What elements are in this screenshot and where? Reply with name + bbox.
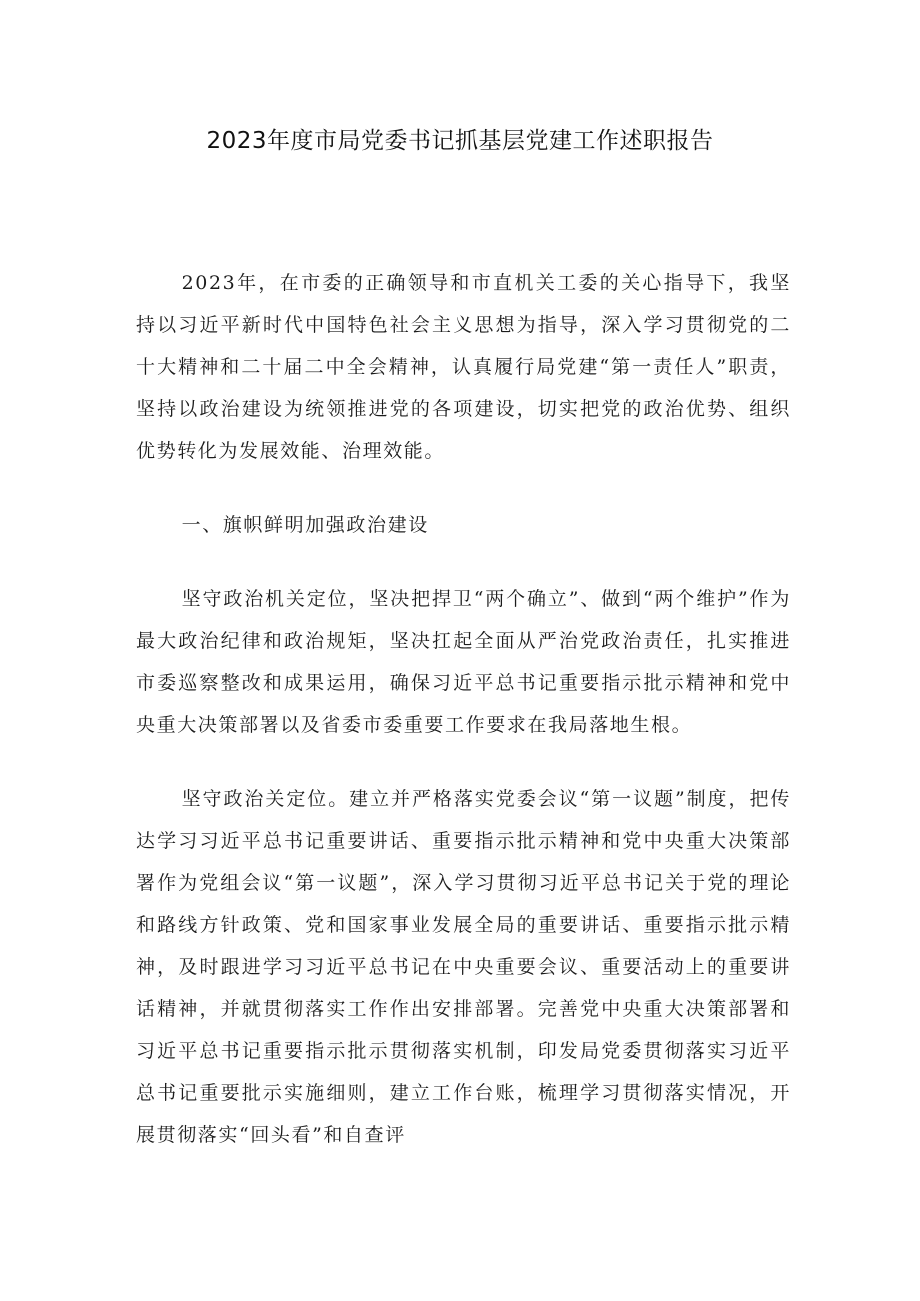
section-paragraph: 坚守政治机关定位，坚决把捍卫“两个确立”、做到“两个维护”作为最大政治纪律和政治规矩，坚决扛起全面从严治党政治责任，扎实推进市委巡察整改和成果运用，确保习近平总书记重要指示批示精神和党中央重大决策部署以及省委市委重要工作要求在我局落地生根。 <box>136 588 791 736</box>
document-title: 2023年度市局党委书记抓基层党建工作述职报告 <box>206 128 714 154</box>
intro-paragraph: 2023年，在市委的正确领导和市直机关工委的关心指导下，我坚持以习近平新时代中国特色社会主义思想为指导，深入学习贯彻党的二十大精神和二十届二中全会精神，认真履行局党建“第一责任人”职责，坚持以政治建设为统领推进党的各项建设，切实把党的政治优势、组织优势转化为发展效能、治理效能。 <box>136 272 791 462</box>
section-paragraph: 坚守政治关定位。建立并严格落实党委会议“第一议题”制度，把传达学习习近平总书记重要讲话、重要指示批示精神和党中央重大决策部署作为党组会议“第一议题”，深入学习贯彻习近平总书记关于党的理论和路线方针政策、党和国家事业发展全局的重要讲话、重要指示批示精神，及时跟进学习习近平总书记在中央重要会议、重要活动上的重要讲话精神，并就贯彻落实工作作出安排部署。完善党中央重大决策部署和习近平总书记重要指示批示贯彻落实机制，印发局党委贯彻落实习近平总书记重要批示实施细则，建立工作台账，梳理学习贯彻落实情况，开展贯彻落实“回头看”和自查评 <box>136 788 791 1146</box>
section-heading: 一、旗帜鲜明加强政治建设 <box>181 514 429 536</box>
document-body <box>136 262 791 1156</box>
